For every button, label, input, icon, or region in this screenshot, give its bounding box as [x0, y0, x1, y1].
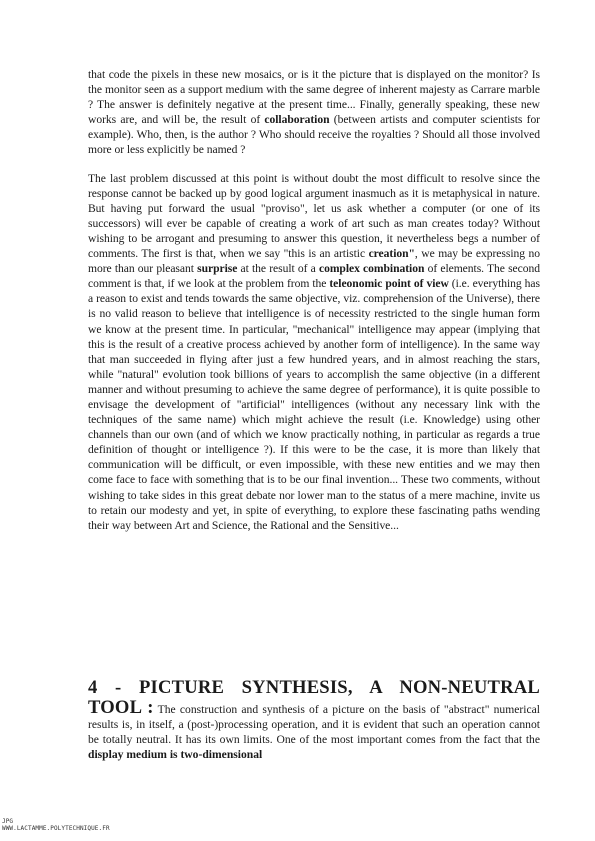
body-text: (i.e. everything has a reason to exist and tends towards the same objective, viz. comprehension of the Universe), there is no valid reason to believe that intelligence is of necessity restricted to the single human form we know at the present time. In particular, "mechanical" intelligence may appear (implying that this is the result of a creative process achieved by another form of intelligence). In the same way that man succeeded in flying after just a few hundred years, and in almost reaching the stars, while "natural" evolution took billions of years to accomplish the same objective (in a different manner and without presuming to achieve the same degree of performance), it is quite possible to envisage the development of "artificial" intelligences (without any necessary link with the techniques of the same name) which might achieve the result (i.e. Knowledge) using other channels than our own (and of which we know practically nothing, in particular as regards a true definition of thought or intelligence ?). If this were to be the case, it is more than likely that communication will be difficult, or even impossible, with these new entities and we may then come face to face with something that is to be our final invention... These two comments, without wishing to take sides in this great debate nor lower man to the status of a mere machine, invite us to retain our modesty and yet, in spite of everything, to explore these fascinating paths wending their way between Art and Science, the Rational and the Sensitive...	[88, 277, 540, 532]
body-text: , we may be expressing no more than our pleasant	[88, 247, 540, 276]
source-line-1: JPG	[2, 818, 14, 825]
section-4	[88, 676, 540, 762]
emphasis-text: teleonomic point of view	[329, 277, 449, 291]
emphasis-text: creation"	[368, 247, 415, 261]
document-body	[88, 67, 540, 533]
body-text: The last problem discussed at this point is without doubt the most difficult to resolve since the response cannot be backed up by good logical argument inasmuch as it is metaphysical in nature. But having put forward the usual "proviso", let us ask whether a computer (or one of its successors) will ever be capable of creating a work of art such as man creates today? Without wishing to be arrogant and presuming to answer this question, it nevertheless begs a number of comments. The first is that, when we say "this is an artistic	[88, 171, 540, 261]
paragraph-artificial-creation	[88, 171, 540, 533]
section-body-text	[88, 703, 540, 761]
body-text: of elements. The second comment is that, if we look at the problem from the	[88, 262, 540, 291]
body-text: at the result of a	[237, 262, 319, 276]
emphasis-text: display medium is two-dimensional	[88, 748, 263, 762]
section-heading: 4 - PICTURE SYNTHESIS, A NON-NEUTRAL	[88, 677, 540, 698]
source-watermark	[2, 818, 142, 832]
body-text: (between artists and computer scientists for example). Who, then, is the author ? Who should receive the royalties ? Should all those involved more or less explicitly be named ?	[88, 113, 540, 157]
emphasis-text: complex combination	[318, 262, 425, 276]
body-text: that code the pixels in these new mosaics, or is it the picture that is displayed on the monitor? Is the monitor seen as a support medium with the same degree of inherent majesty as Carrare marble ? The answer is definitely negative at the present time... Finally, generally speaking, these new works are, and will be, the result of	[88, 68, 540, 127]
section-heading-continued: TOOL :	[88, 697, 154, 718]
paragraph-collaboration	[88, 67, 540, 158]
emphasis-text: collaboration	[264, 113, 330, 127]
emphasis-text: surprise	[197, 262, 238, 276]
source-line-2: WWW.LACTAMME.POLYTECHNIQUE.FR	[2, 825, 110, 832]
body-text: The construction and synthesis of a picture on the basis of "abstract" numerical results is, in itself, a (post-)processing operation, and it is evident that such an operation cannot be totally neutral. It has its own limits. One of the most important comes from the fact that the	[88, 703, 540, 747]
